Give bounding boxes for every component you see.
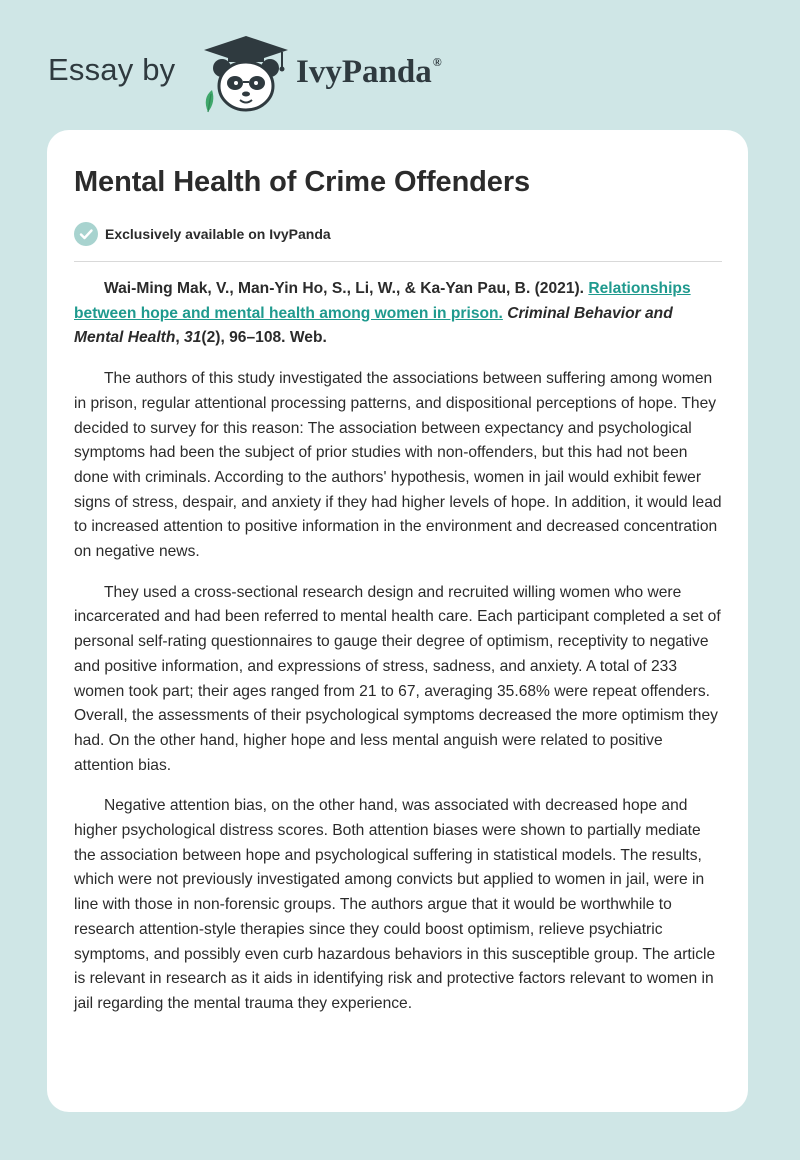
citation-link[interactable]: Relationships between hope and mental health among women in prison. [74, 280, 691, 322]
availability-badge [74, 222, 331, 246]
brand-name[interactable]: IvyPanda® [296, 54, 442, 90]
citation-issue-pages: (2), 96–108. Web. [201, 329, 327, 347]
registered-mark: ® [432, 55, 442, 69]
essay-body [74, 277, 724, 1033]
availability-text: Exclusively available on IvyPanda [105, 226, 331, 242]
site-header [0, 0, 800, 120]
citation: Wai-Ming Mak, V., Man-Yin Ho, S., Li, W., & Ka-Yan Pau, B. (2021). Relationships between hope and mental health among women in prison. Criminal Behavior and Mental Health, 31(2), 96–108. Web. [74, 280, 691, 347]
paragraph: Negative attention bias, on the other hand, was associated with decreased hope and higher psychological distress scores. Both attention biases were shown to partially mediate the association between hope and psychological suffering in statistical models. The results, which were not previously investigated among convicts but applied to women in jail, were in line with those in non-forensic groups. The authors argue that it would be worthwhile to research attention-style therapies since they could boost optimism, relieve psychiatric symptoms, and possibly even curb hazardous behaviors in this susceptible group. The article is relevant in research as it aids in identifying risk and protective factors relevant to women in jail regarding the mental trauma they experience. [74, 797, 716, 1012]
panda-graduate-icon[interactable] [198, 34, 294, 114]
citation-volume: 31 [184, 329, 202, 347]
citation-authors: Wai-Ming Mak, V., Man-Yin Ho, S., Li, W., & Ka-Yan Pau, B. (2021). [104, 280, 585, 297]
check-circle-icon [74, 222, 98, 246]
paragraph: The authors of this study investigated the associations between suffering among women in prison, regular attentional processing patterns, and dispositional perceptions of hope. They decided to survey for this reason: The association between expectancy and psychological symptoms had been the subject of prior studies with non-offenders, but this had not been done with criminals. According to the authors' hypothesis, women in jail would exhibit fewer signs of stress, despair, and anxiety if they had higher levels of hope. In addition, it would lead to increased attention to positive information in the environment and decreased concentration on negative news. [74, 370, 722, 561]
essay-card [47, 130, 748, 1112]
citation-journal: Criminal Behavior and Mental Health [74, 304, 673, 347]
paragraph: They used a cross-sectional research design and recruited willing women who were incarcerated and had been referred to mental health care. Each participant completed a set of personal self-rating questionnaires to gauge their degree of optimism, receptivity to negative and positive information, and expressions of stress, sadness, and anxiety. A total of 233 women took part; their ages ranged from 21 to 67, averaging 35.68% were repeat offenders. Overall, the assessments of their psychological symptoms decreased the more optimism they had. On the other hand, higher hope and less mental anguish were related to positive attention bias. [74, 583, 721, 774]
brand-prefix: Essay by [48, 52, 176, 87]
divider [74, 261, 722, 262]
page-title: Mental Health of Crime Offenders [74, 166, 531, 198]
